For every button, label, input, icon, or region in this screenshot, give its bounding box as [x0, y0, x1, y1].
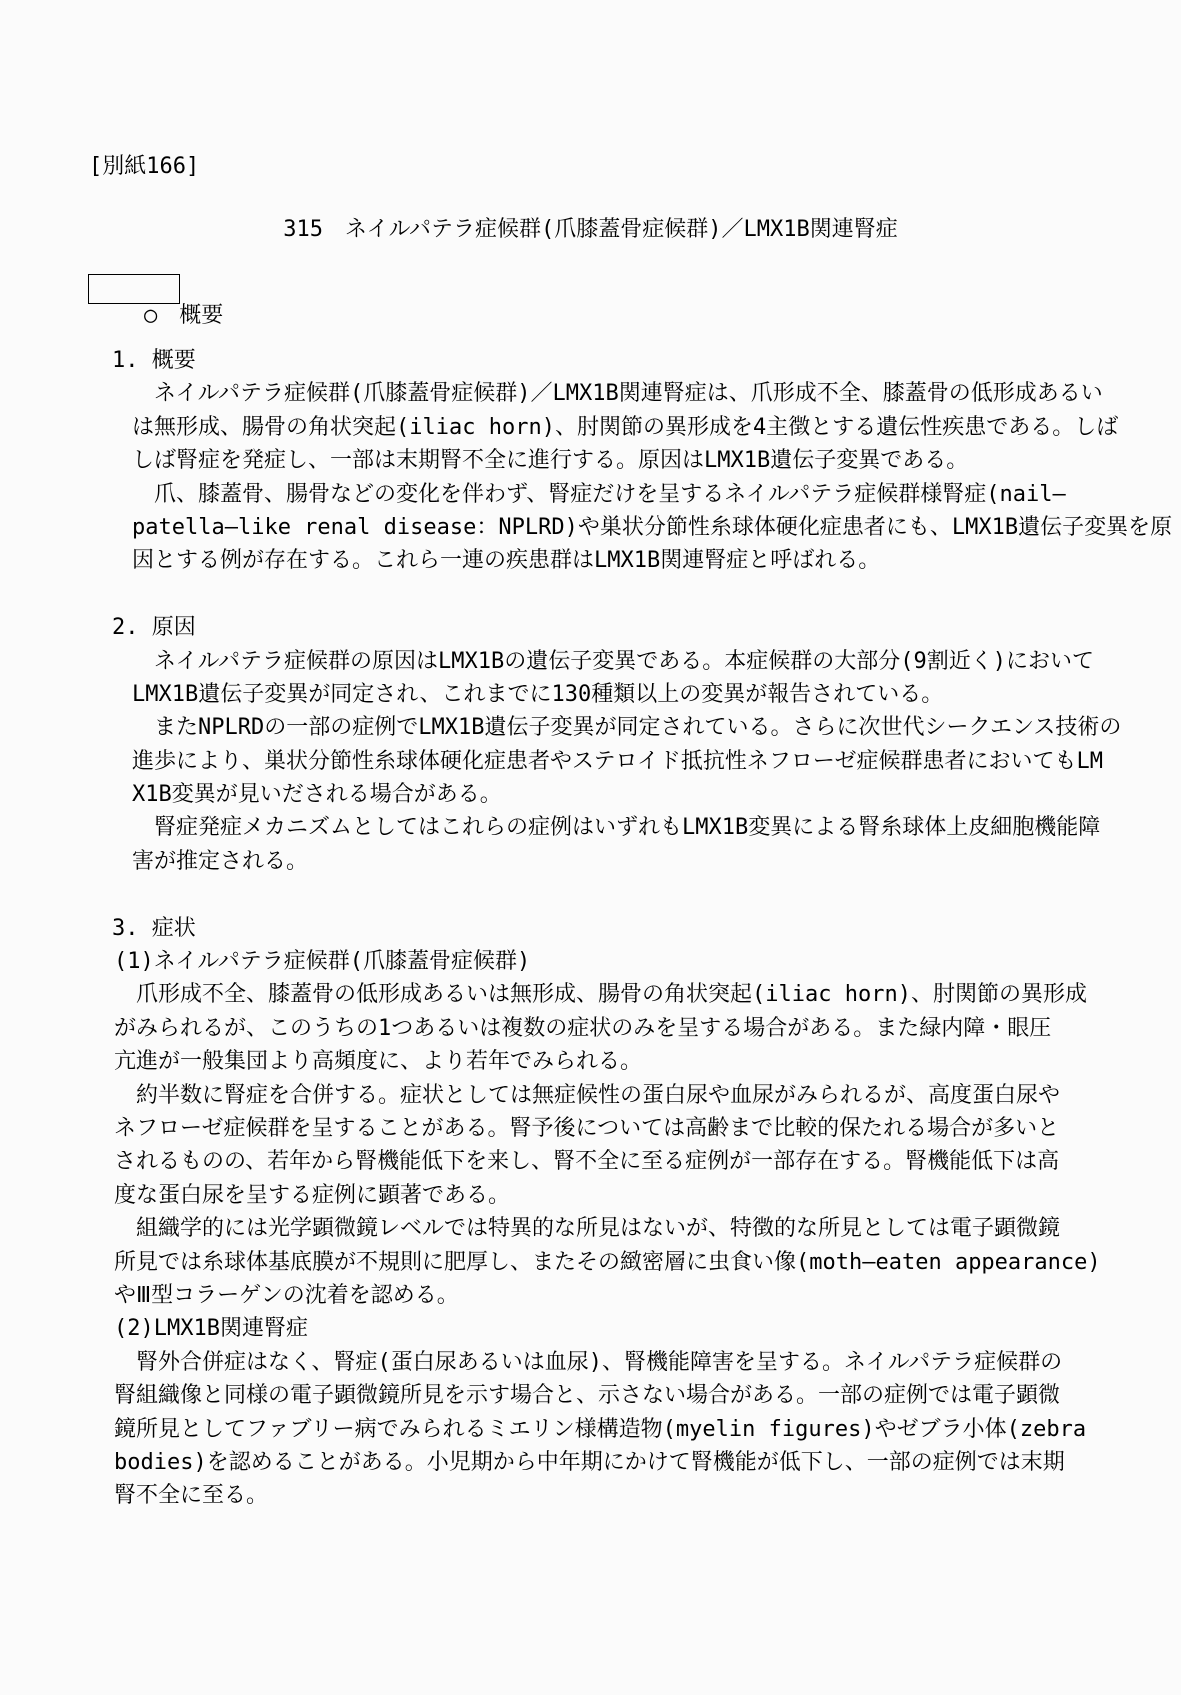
text-line: bodies)を認めることがある。小児期から中年期にかけて腎機能が低下し、一部の症例では末期 — [114, 1449, 1065, 1475]
text-line: 進歩により、巣状分節性糸球体硬化症患者やステロイド抵抗性ネフローゼ症候群患者においてもLM — [132, 748, 1103, 774]
text-line: 亢進が一般集団より高頻度に、より若年でみられる。 — [114, 1049, 643, 1075]
text-line: 害が推定される。 — [132, 848, 309, 874]
text-line: 爪形成不全、膝蓋骨の低形成あるいは無形成、腸骨の角状突起(iliac horn)、肘関節の異形成 — [114, 982, 1087, 1008]
text-line: 度な蛋白尿を呈する症例に顕著である。 — [114, 1182, 511, 1208]
section-heading: 3. 症状 — [112, 915, 196, 941]
text-line: 腎外合併症はなく、腎症(蛋白尿あるいは血尿)、腎機能障害を呈する。ネイルパテラ症候群の — [114, 1349, 1063, 1375]
text-line: patella—like renal disease：NPLRD)や巣状分節性糸球体硬化症患者にも、LMX1B遺伝子変異を原 — [132, 514, 1173, 540]
text-line: がみられるが、このうちの1つあるいは複数の症状のみを呈する場合がある。また緑内障・眼圧 — [114, 1015, 1052, 1041]
text-line: やⅢ型コラーゲンの沈着を認める。 — [114, 1282, 459, 1308]
section-gap — [0, 878, 1181, 911]
text-line: 所見では糸球体基底膜が不規則に肥厚し、またその緻密層に虫食い像(moth—eaten appearance) — [114, 1249, 1101, 1275]
text-line: LMX1B遺伝子変異が同定され、これまでに130種類以上の変異が報告されている。 — [132, 681, 944, 707]
text-line: 因とする例が存在する。これら一連の疾患群はLMX1B関連腎症と呼ばれる。 — [132, 548, 881, 574]
overview-box-label: ○ 概要 — [143, 303, 224, 328]
overview-box — [88, 274, 224, 328]
text-line: 腎不全に至る。 — [114, 1483, 269, 1509]
document-body — [0, 344, 1181, 1513]
text-line: しば腎症を発症し、一部は末期腎不全に進行する。原因はLMX1B遺伝子変異である。 — [132, 448, 969, 474]
text-line: ネフローゼ症候群を呈することがある。腎予後については高齢まで比較的保たれる場合が多いと — [114, 1115, 1060, 1141]
page-title: 315 ネイルパテラ症候群(爪膝蓋骨症候群)／LMX1B関連腎症 — [283, 217, 898, 242]
section-heading: 2. 原因 — [112, 615, 196, 641]
text-line: X1B変異が見いだされる場合がある。 — [132, 782, 502, 808]
text-line: またNPLRDの一部の症例でLMX1B遺伝子変異が同定されている。さらに次世代シークエンス技術の — [132, 715, 1122, 741]
text-line: は無形成、腸骨の角状突起(iliac horn)、肘関節の異形成を4主徴とする遺伝性疾患である。しば — [132, 414, 1119, 440]
text-line: 鏡所見としてファブリー病でみられるミエリン様構造物(myelin figures)やゼブラ小体(zebra — [114, 1416, 1087, 1442]
text-line: 腎組織像と同様の電子顕微鏡所見を示す場合と、示さない場合がある。一部の症例では電子顕微 — [114, 1383, 1061, 1409]
text-line: ネイルパテラ症候群(爪膝蓋骨症候群)／LMX1B関連腎症は、爪形成不全、膝蓋骨の低形成あるい — [132, 381, 1103, 407]
text-line: 腎症発症メカニズムとしてはこれらの症例はいずれもLMX1B変異による腎糸球体上皮細胞機能障 — [132, 815, 1101, 841]
subsection-label-line: (2)LMX1B関連腎症 — [114, 1316, 308, 1342]
text-line: 約半数に腎症を合併する。症状としては無症候性の蛋白尿や血尿がみられるが、高度蛋白尿や — [114, 1082, 1061, 1108]
section-gap — [0, 578, 1181, 611]
section-heading: 1. 概要 — [112, 348, 196, 373]
text-line: されるものの、若年から腎機能低下を来し、腎不全に至る症例が一部存在する。腎機能低下は高 — [114, 1149, 1060, 1175]
attachment-label: [別紙166] — [89, 154, 200, 179]
text-line: 組織学的には光学顕微鏡レベルでは特異的な所見はないが、特徴的な所見としては電子顕微鏡 — [114, 1216, 1061, 1242]
subsection-label-line: (1)ネイルパテラ症候群(爪膝蓋骨症候群) — [114, 949, 531, 975]
text-line: ネイルパテラ症候群の原因はLMX1Bの遺伝子変異である。本症候群の大部分(9割近く)において — [132, 648, 1094, 674]
text-line: 爪、膝蓋骨、腸骨などの変化を伴わず、腎症だけを呈するネイルパテラ症候群様腎症(nail— — [132, 481, 1066, 507]
